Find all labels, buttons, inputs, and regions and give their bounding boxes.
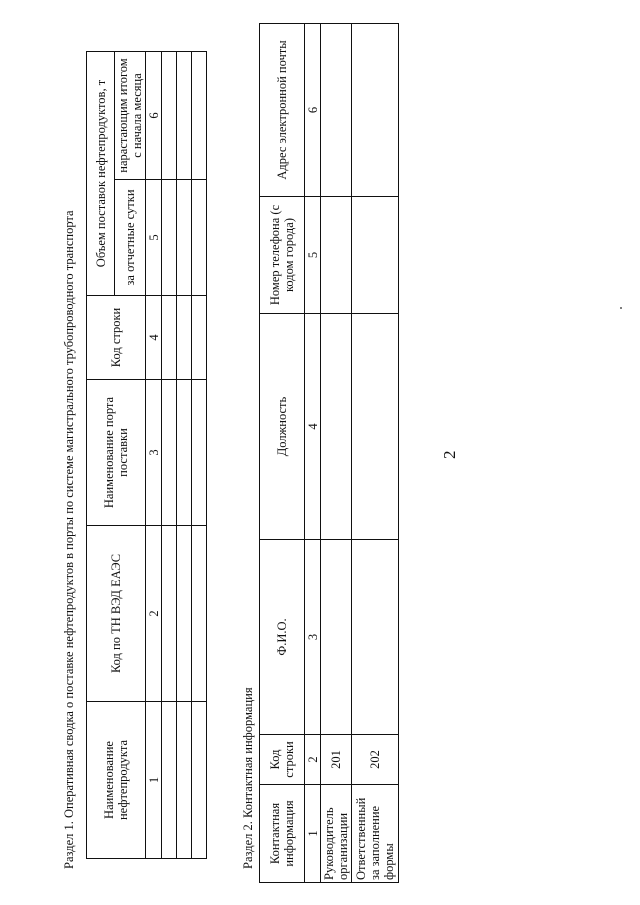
table-row [352,24,399,883]
empty-cell[interactable] [162,296,177,380]
header-row-code: Код строки [260,735,305,785]
header-cumulative: нарастающим итогом с начала месяца [115,52,146,180]
section2-table [259,23,399,883]
section1-table [86,51,207,859]
column-number: 4 [305,314,321,540]
header-email: Адрес электронной почты [260,24,305,197]
header-full-name: Ф.И.О. [260,540,305,735]
column-number: 3 [146,380,162,526]
row-label: Руководитель организации [321,785,352,883]
row-code: 202 [352,735,399,785]
empty-cell[interactable] [192,180,207,296]
empty-cell[interactable] [177,52,192,180]
column-number: 5 [305,197,321,314]
empty-cell[interactable] [321,24,352,197]
empty-cell[interactable] [192,702,207,859]
empty-cell[interactable] [192,526,207,702]
empty-cell[interactable] [192,296,207,380]
empty-cell[interactable] [192,380,207,526]
column-number: 2 [146,526,162,702]
empty-cell[interactable] [162,380,177,526]
row-label: Ответственный за заполнение формы [352,785,399,883]
column-number: 4 [146,296,162,380]
table-row [321,24,352,883]
section2-title: Раздел 2. Контактная информация [241,687,255,869]
empty-cell[interactable] [177,380,192,526]
column-number-row [146,52,162,859]
column-number: 6 [305,24,321,197]
empty-cell[interactable] [352,540,399,735]
empty-table-row [177,52,192,859]
header-phone: Номер телефона (с кодом города) [260,197,305,314]
empty-cell[interactable] [352,314,399,540]
scan-speck [620,307,622,309]
empty-cell[interactable] [162,52,177,180]
empty-table-row [162,52,177,859]
empty-cell[interactable] [177,296,192,380]
header-product-name: Наименование нефтепродукта [87,702,146,859]
column-number: 3 [305,540,321,735]
column-number-row [305,24,321,883]
header-row-code: Код строки [87,296,146,380]
empty-table-row [192,52,207,859]
empty-cell[interactable] [192,52,207,180]
row-code: 201 [321,735,352,785]
column-number: 1 [305,785,321,883]
empty-cell[interactable] [352,24,399,197]
empty-cell[interactable] [162,180,177,296]
column-number: 1 [146,702,162,859]
empty-cell[interactable] [321,314,352,540]
header-contact-info: Контактная информация [260,785,305,883]
empty-cell[interactable] [162,702,177,859]
header-port-name: Наименование порта поставки [87,380,146,526]
empty-cell[interactable] [177,180,192,296]
empty-cell[interactable] [352,197,399,314]
empty-cell[interactable] [321,197,352,314]
column-number: 5 [146,180,162,296]
page-number: 2 [440,450,459,459]
header-volume-group: Объем поставок нефтепродуктов, т [87,52,115,296]
empty-cell[interactable] [177,526,192,702]
column-number: 2 [305,735,321,785]
header-tnved-code: Код по ТН ВЭД ЕАЭС [87,526,146,702]
column-number: 6 [146,52,162,180]
section1-title: Раздел 1. Оперативная сводка о поставке нефтепродуктов в порты по системе магистрального трубопроводного транспорта [62,210,76,869]
empty-cell[interactable] [162,526,177,702]
header-position: Должность [260,314,305,540]
header-per-day: за отчетные сутки [115,180,146,296]
empty-cell[interactable] [321,540,352,735]
empty-cell[interactable] [177,702,192,859]
